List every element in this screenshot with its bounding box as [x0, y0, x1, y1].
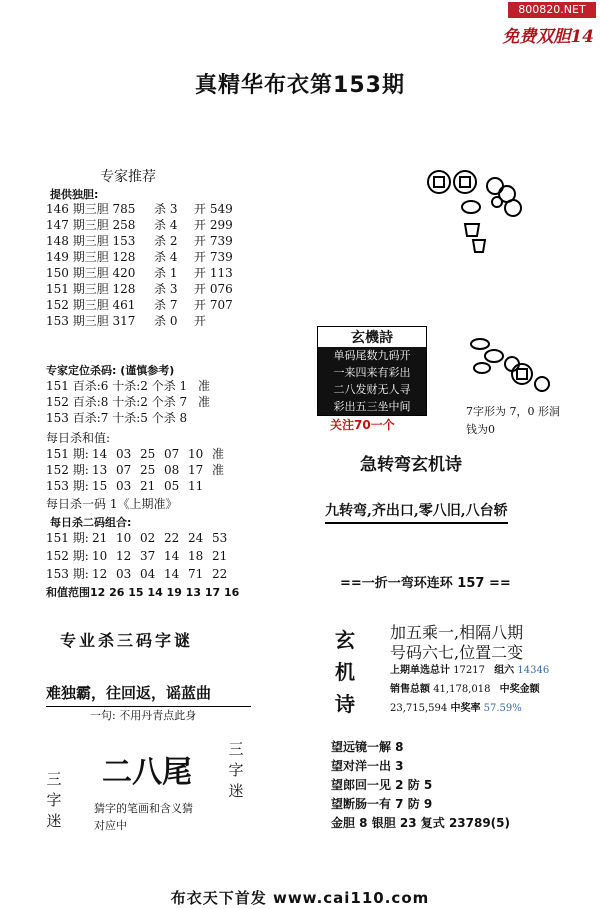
expert-row: 146 期三胆 785 杀 3 开 549: [46, 202, 233, 216]
hint-item: 望郎回一见 2 防 5: [331, 778, 433, 792]
sales-total: 销售总额 41,178,018 中奖金额: [390, 684, 540, 695]
riddle-underline: [46, 706, 251, 707]
position-kill-row: 153 百杀:7 十杀:5 个杀 8: [46, 411, 188, 425]
expert-row: 148 期三胆 153 杀 2 开 739: [46, 234, 233, 248]
position-kill-list: [46, 378, 210, 426]
corner-title: 免费双胆14: [502, 27, 594, 47]
position-kill-row: 151 百杀:6 十杀:2 个杀 1 准: [46, 379, 211, 393]
one-kill-line: 每日杀一码 1《上期准》: [46, 497, 178, 511]
riddle-title: 专业杀三码字谜: [60, 631, 194, 650]
xuanji-box: [317, 326, 427, 416]
shape-drawing-icon: [462, 334, 562, 399]
sum-kill-list: [46, 446, 224, 494]
sum-range-line: 和值范围12 26 15 14 19 13 17 16: [46, 586, 240, 599]
expert-list: [46, 201, 233, 329]
shape-note1: 7字形为 7，0 形洞: [466, 405, 560, 418]
hint-item: 望远镜一解 8: [331, 740, 404, 754]
expert-row: 153 期三胆 317 杀 0 开: [46, 314, 207, 328]
expert-heading: 专家推荐: [100, 169, 156, 185]
riddle-left-vertical: 三字迷: [46, 770, 62, 830]
two-kill-list: [46, 529, 236, 583]
sum-kill-row: 151 期: 14 03 25 07 10 准: [46, 447, 225, 461]
position-kill-heading: 专家定位杀码: (谨慎参考): [46, 364, 175, 377]
expert-row: 152 期三胆 461 杀 7 开 707: [46, 298, 233, 312]
ji-title: 急转弯玄机诗: [360, 455, 462, 475]
coins-drawing-icon: [425, 162, 525, 267]
xuanji-title: 玄機詩: [318, 327, 426, 347]
poem-vertical: 玄机诗: [335, 628, 355, 716]
xuanji-line: 一来四来有彩出: [318, 364, 426, 381]
two-kill-row: 153 期: 12 03 04 14 71 22: [46, 567, 228, 581]
two-kill-row: 151 期: 21 10 02 22 24 53: [46, 531, 228, 545]
ji-line: 九转弯,齐出口,零八旧,八台轿: [325, 500, 508, 524]
riddle-phrase: 难独霸，往回返，谣蓝曲: [46, 684, 212, 702]
riddle-caption1: 猜字的笔画和含义猜: [94, 802, 193, 815]
page-title: 真精华布衣第153期: [195, 73, 405, 98]
riddle-center: 二八尾: [102, 755, 192, 790]
expert-subheading: 提供独胆:: [50, 188, 99, 201]
poem-line1: 加五乘一,相隔八期: [390, 623, 524, 642]
final-line: 金胆 8 银胆 23 复式 23789(5): [331, 816, 511, 830]
xuanji-line: 单码尾数九码开: [318, 347, 426, 364]
expert-row: 151 期三胆 128 杀 3 开 076: [46, 282, 233, 296]
xuanji-follow: 关注70一个: [330, 418, 395, 432]
sum-kill-row: 153 期: 15 03 21 05 11: [46, 479, 204, 493]
hint-list: [331, 738, 510, 833]
sum-kill-heading: 每日杀和值:: [46, 431, 111, 445]
footer: 布衣天下首发 www.cai110.com: [170, 889, 430, 907]
xuanji-line: 彩出五三坐中间: [318, 398, 426, 415]
sales-prev: 上期单选总计 17217 组六 14346: [390, 665, 550, 676]
sum-kill-row: 152 期: 13 07 25 08 17 准: [46, 463, 225, 477]
loop-line: ==一折一弯环连环 157 ==: [340, 576, 511, 591]
shape-note2: 钱为0: [466, 423, 495, 436]
hint-item: 望断肠一有 7 防 9: [331, 797, 433, 811]
expert-row: 149 期三胆 128 杀 4 开 739: [46, 250, 233, 264]
riddle-hint: 一句: 不用丹青点此身: [90, 709, 197, 722]
xuanji-line: 二八发财无人寻: [318, 381, 426, 398]
sales-prize: 23,715,594 中奖率 57.59%: [390, 703, 522, 714]
hint-item: 望对洋一出 3: [331, 759, 404, 773]
expert-row: 147 期三胆 258 杀 4 开 299: [46, 218, 233, 232]
riddle-right-vertical: 三字迷: [228, 740, 244, 800]
poem-line2: 号码六七,位置二变: [390, 643, 524, 662]
two-kill-row: 152 期: 10 12 37 14 18 21: [46, 549, 228, 563]
riddle-caption2: 对应中: [94, 819, 127, 832]
expert-row: 150 期三胆 420 杀 1 开 113: [46, 266, 233, 280]
position-kill-row: 152 百杀:8 十杀:2 个杀 7 准: [46, 395, 211, 409]
site-tag: 800820.NET: [508, 2, 596, 18]
two-kill-heading: 每日杀二码组合:: [50, 516, 132, 529]
